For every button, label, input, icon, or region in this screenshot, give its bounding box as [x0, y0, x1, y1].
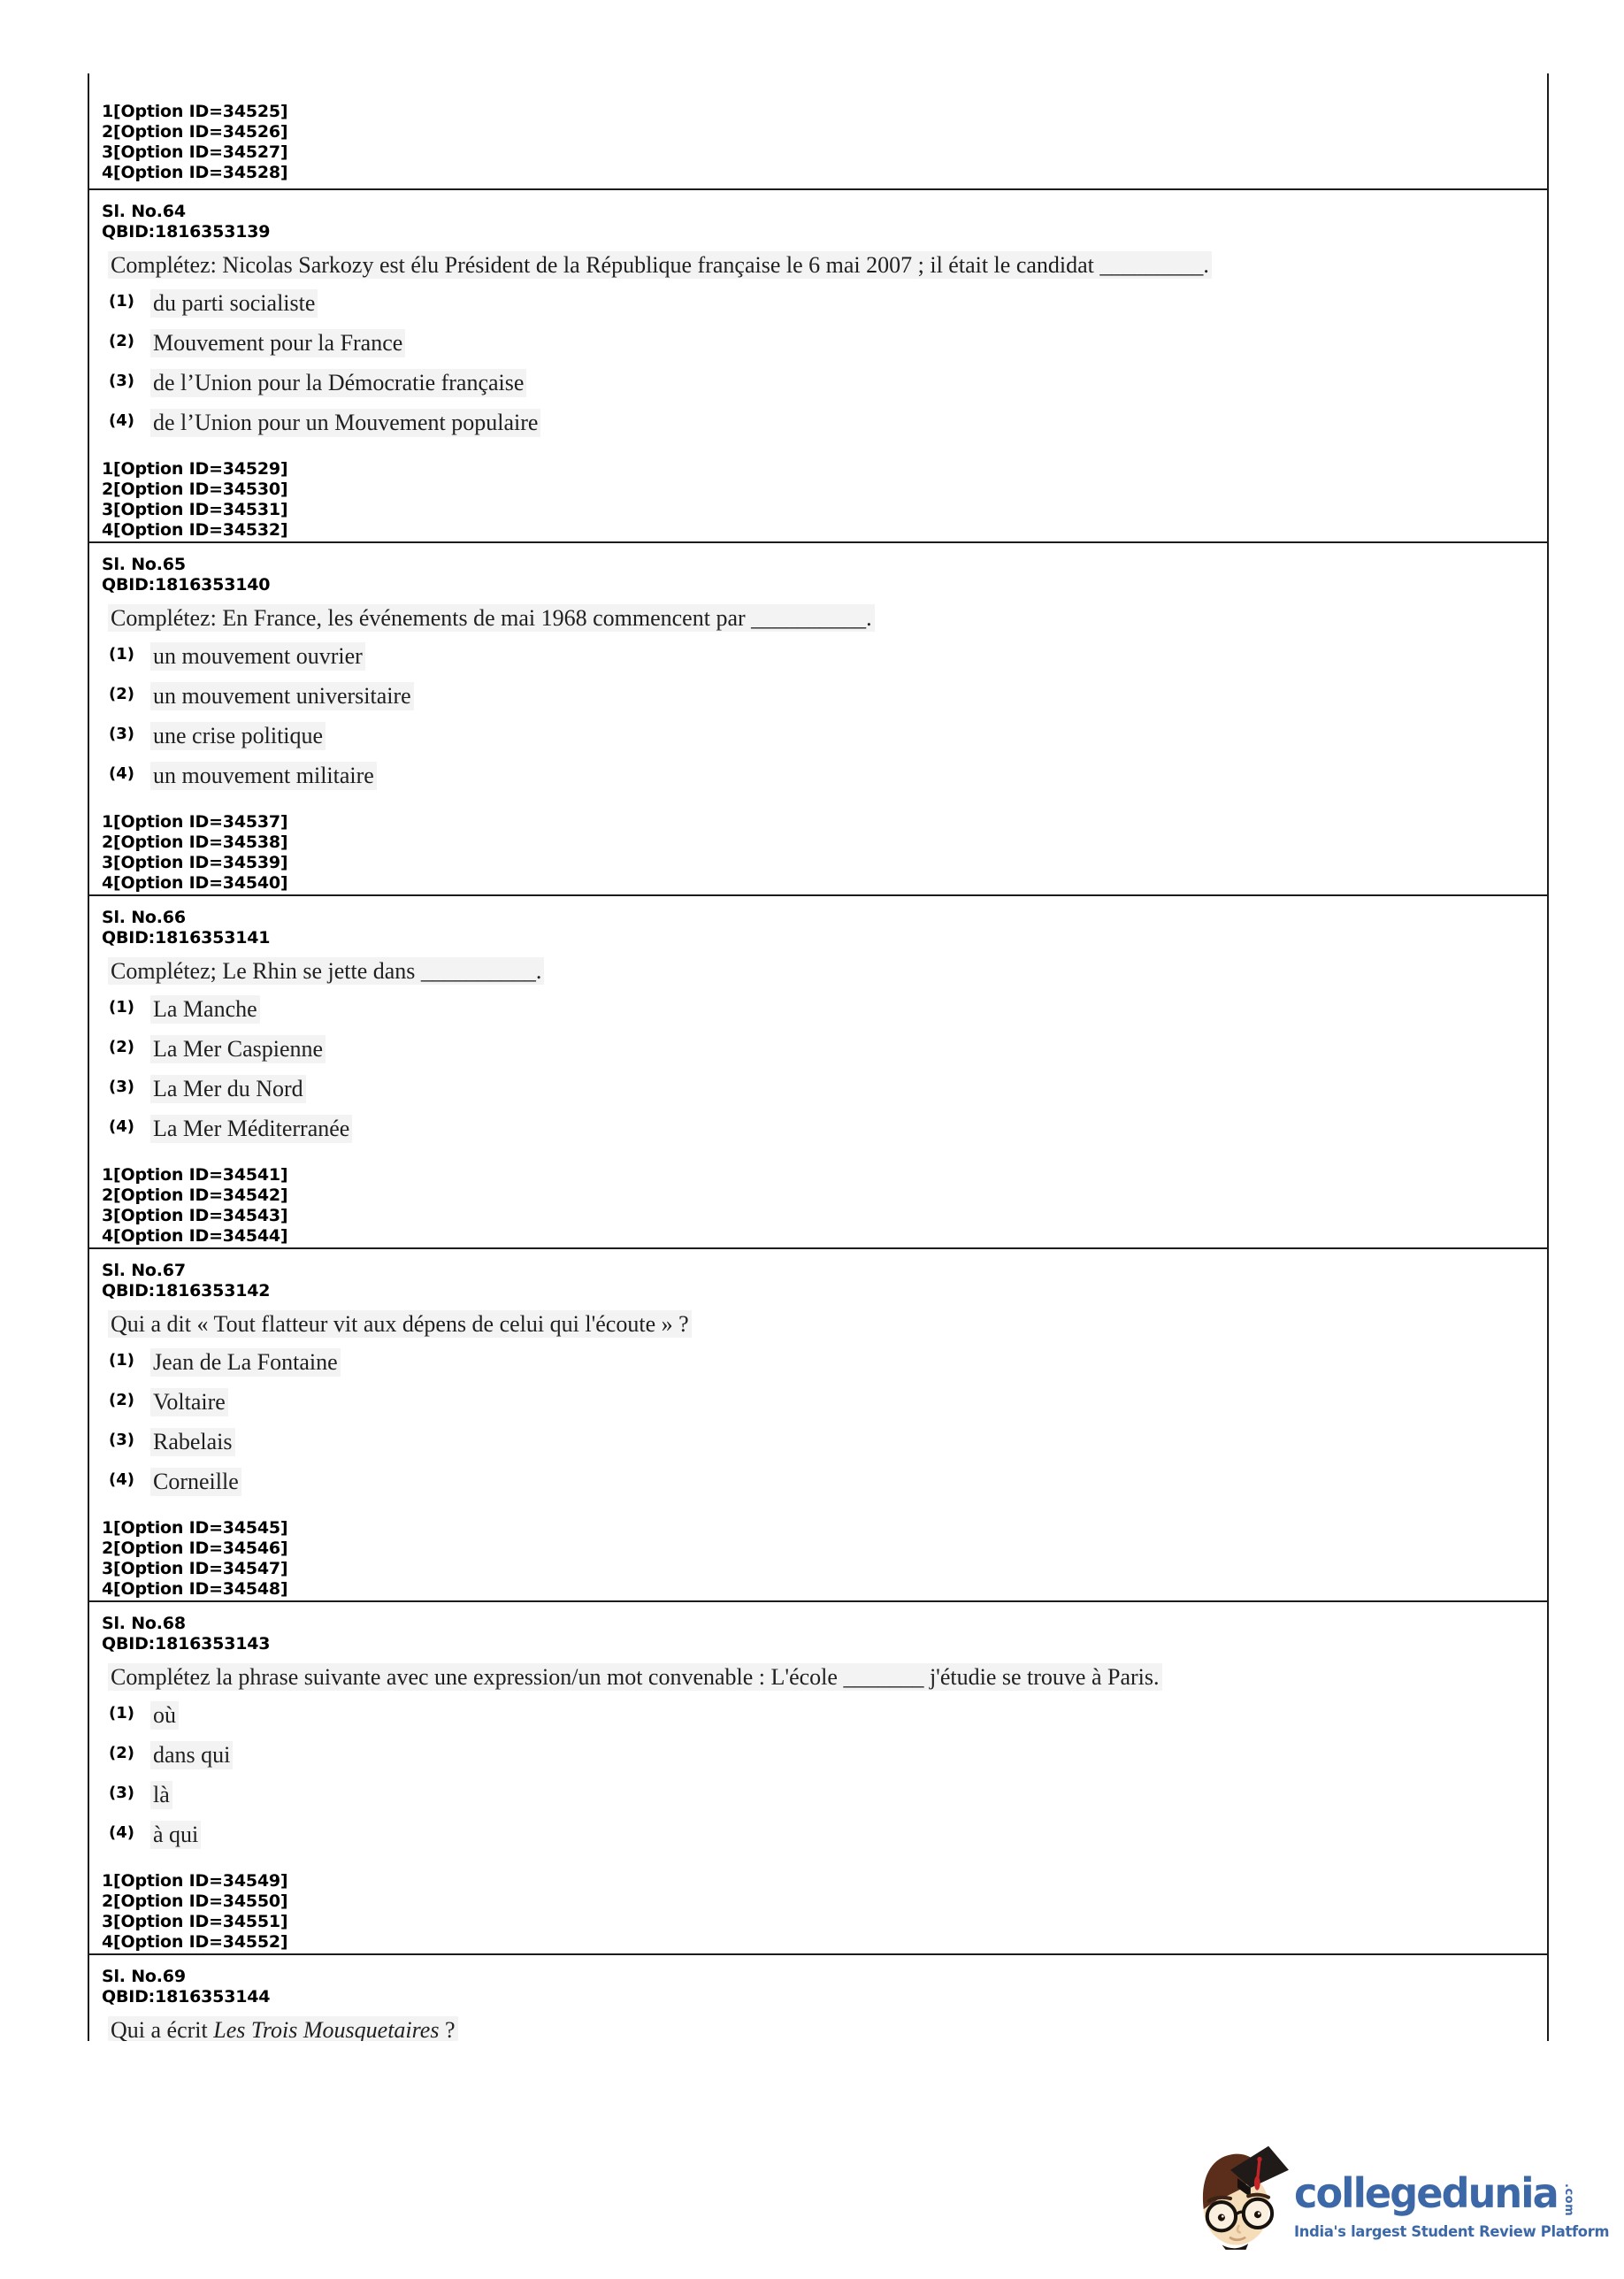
option-3: [102, 369, 1526, 409]
option-4: [102, 1821, 1526, 1861]
option-id-line: 2[Option ID=34550]: [102, 1891, 288, 1911]
serial-number: Sl. No.68: [102, 1614, 186, 1633]
option-id-line: 2[Option ID=34530]: [102, 480, 288, 499]
option-text: Corneille: [150, 1468, 241, 1496]
option-text: Rabelais: [150, 1428, 235, 1456]
option-4: [102, 1468, 1526, 1508]
option-id-line: 3[Option ID=34547]: [102, 1559, 288, 1578]
option-number: (2): [109, 1038, 134, 1056]
question-64-section: [88, 190, 1549, 543]
option-number: (3): [109, 1078, 134, 1096]
option-id-line: 2[Option ID=34526]: [102, 122, 288, 142]
option-text: là: [150, 1781, 172, 1809]
brand-tld: .com: [1561, 2183, 1575, 2217]
question-text: Complétez: Nicolas Sarkozy est élu Président de la République française le 6 mai 2007 ; il était le candidat _________.: [108, 251, 1526, 279]
option-number: (4): [109, 1823, 134, 1842]
option-3: [102, 722, 1526, 762]
option-text: La Mer du Nord: [150, 1075, 306, 1103]
serial-number: Sl. No.67: [102, 1261, 186, 1280]
option-text: La Mer Caspienne: [150, 1035, 326, 1063]
option-2: [102, 1388, 1526, 1428]
option-number: (3): [109, 1431, 134, 1449]
option-id-line: 1[Option ID=34529]: [102, 459, 288, 479]
option-1: [102, 1701, 1526, 1741]
option-number: (4): [109, 764, 134, 783]
question-text: Complétez; Le Rhin se jette dans __________.: [108, 957, 1526, 985]
brand-tagline: India's largest Student Review Platform: [1293, 2223, 1610, 2242]
option-number: (1): [109, 1704, 134, 1723]
option-id-line: 3[Option ID=34531]: [102, 500, 288, 519]
option-text: un mouvement universitaire: [150, 682, 414, 710]
option-ids-block: [102, 459, 1526, 541]
option-4: [102, 762, 1526, 802]
option-text: Voltaire: [150, 1388, 228, 1416]
option-id-line: 3[Option ID=34539]: [102, 853, 288, 872]
question-69-section: [88, 1955, 1549, 2041]
option-number: (4): [109, 1117, 134, 1136]
option-2: [102, 1035, 1526, 1075]
option-text: une crise politique: [150, 722, 326, 750]
option-1: [102, 995, 1526, 1035]
question-text: Complétez la phrase suivante avec une expression/un mot convenable : L'école _______ j'étudie se trouve à Paris.: [108, 1663, 1526, 1691]
option-id-line: 2[Option ID=34546]: [102, 1539, 288, 1558]
option-id-line: 2[Option ID=34538]: [102, 833, 288, 852]
option-3: [102, 1428, 1526, 1468]
option-id-line: 4[Option ID=34540]: [102, 873, 288, 893]
option-text: Jean de La Fontaine: [150, 1348, 341, 1377]
option-number: (3): [109, 725, 134, 743]
serial-number: Sl. No.65: [102, 555, 186, 574]
option-ids-block: [102, 1518, 1526, 1600]
logo-text: [1294, 2116, 1622, 2279]
option-id-line: 2[Option ID=34542]: [102, 1186, 288, 1205]
qbid: QBID:1816353140: [102, 575, 271, 595]
option-number: (2): [109, 1391, 134, 1409]
options-list: [102, 995, 1526, 1155]
options-list: [102, 1701, 1526, 1861]
question-text: Qui a dit « Tout flatteur vit aux dépens de celui qui l'écoute » ?: [108, 1310, 1526, 1338]
question-67-section: [88, 1249, 1549, 1602]
option-id-line: 1[Option ID=34525]: [102, 102, 288, 121]
option-4: [102, 1115, 1526, 1155]
serial-number: Sl. No.66: [102, 908, 186, 927]
question-63-option-ids-section: [88, 73, 1549, 190]
option-number: (1): [109, 645, 134, 664]
option-number: (2): [109, 332, 134, 350]
option-2: [102, 682, 1526, 722]
qbid: QBID:1816353144: [102, 1987, 271, 2007]
graduate-boy-mascot-icon: [1199, 2116, 1289, 2277]
option-2: [102, 1741, 1526, 1781]
option-id-line: 4[Option ID=34552]: [102, 1932, 288, 1952]
option-text: La Mer Méditerranée: [150, 1115, 352, 1143]
question-65-section: [88, 543, 1549, 896]
collegedunia-logo: [1199, 2116, 1622, 2279]
question-text: Complétez: En France, les événements de mai 1968 commencent par __________.: [108, 604, 1526, 632]
question-table: [88, 73, 1549, 2041]
serial-number: Sl. No.69: [102, 1967, 186, 1986]
qbid: QBID:1816353142: [102, 1281, 271, 1301]
option-number: (4): [109, 411, 134, 430]
option-id-line: 3[Option ID=34527]: [102, 142, 288, 162]
option-number: (1): [109, 1351, 134, 1370]
question-text: Qui a écrit Les Trois Mousquetaires ?: [108, 2016, 1526, 2041]
option-3: [102, 1781, 1526, 1821]
qbid: QBID:1816353139: [102, 222, 271, 242]
options-list: [102, 289, 1526, 449]
question-68-section: [88, 1602, 1549, 1955]
option-2: [102, 329, 1526, 369]
option-number: (2): [109, 685, 134, 703]
option-text: du parti socialiste: [150, 289, 318, 318]
option-id-line: 4[Option ID=34548]: [102, 1579, 288, 1599]
option-id-line: 4[Option ID=34532]: [102, 520, 288, 540]
option-id-line: 3[Option ID=34543]: [102, 1206, 288, 1225]
option-number: (3): [109, 372, 134, 390]
brand-wordmark: collegedunia: [1293, 2169, 1558, 2217]
qbid: QBID:1816353141: [102, 928, 271, 948]
option-text: de l’Union pour un Mouvement populaire: [150, 409, 540, 437]
option-id-line: 4[Option ID=34528]: [102, 163, 288, 182]
option-text: un mouvement militaire: [150, 762, 377, 790]
option-text: dans qui: [150, 1741, 233, 1769]
serial-number: Sl. No.64: [102, 202, 186, 221]
option-id-line: 1[Option ID=34545]: [102, 1518, 288, 1538]
option-id-line: 3[Option ID=34551]: [102, 1912, 288, 1931]
option-number: (2): [109, 1744, 134, 1762]
option-ids-block: [102, 1871, 1526, 1953]
option-3: [102, 1075, 1526, 1115]
option-id-line: 1[Option ID=34549]: [102, 1871, 288, 1891]
option-1: [102, 1348, 1526, 1388]
option-text: où: [150, 1701, 179, 1730]
options-list: [102, 642, 1526, 802]
option-number: (1): [109, 292, 134, 311]
option-text: un mouvement ouvrier: [150, 642, 365, 671]
option-number: (1): [109, 998, 134, 1017]
options-list: [102, 1348, 1526, 1508]
option-number: (3): [109, 1784, 134, 1802]
option-ids-block: [102, 1165, 1526, 1247]
option-text: Mouvement pour la France: [150, 329, 405, 357]
option-1: [102, 289, 1526, 329]
option-id-line: 1[Option ID=34541]: [102, 1165, 288, 1185]
option-text: à qui: [150, 1821, 201, 1849]
option-id-line: 4[Option ID=34544]: [102, 1226, 288, 1246]
option-ids-block: [102, 812, 1526, 894]
option-text: de l’Union pour la Démocratie française: [150, 369, 526, 397]
option-number: (4): [109, 1470, 134, 1489]
option-text: La Manche: [150, 995, 260, 1024]
option-id-line: 1[Option ID=34537]: [102, 812, 288, 832]
option-1: [102, 642, 1526, 682]
qbid: QBID:1816353143: [102, 1634, 271, 1654]
question-66-section: [88, 896, 1549, 1249]
option-4: [102, 409, 1526, 449]
